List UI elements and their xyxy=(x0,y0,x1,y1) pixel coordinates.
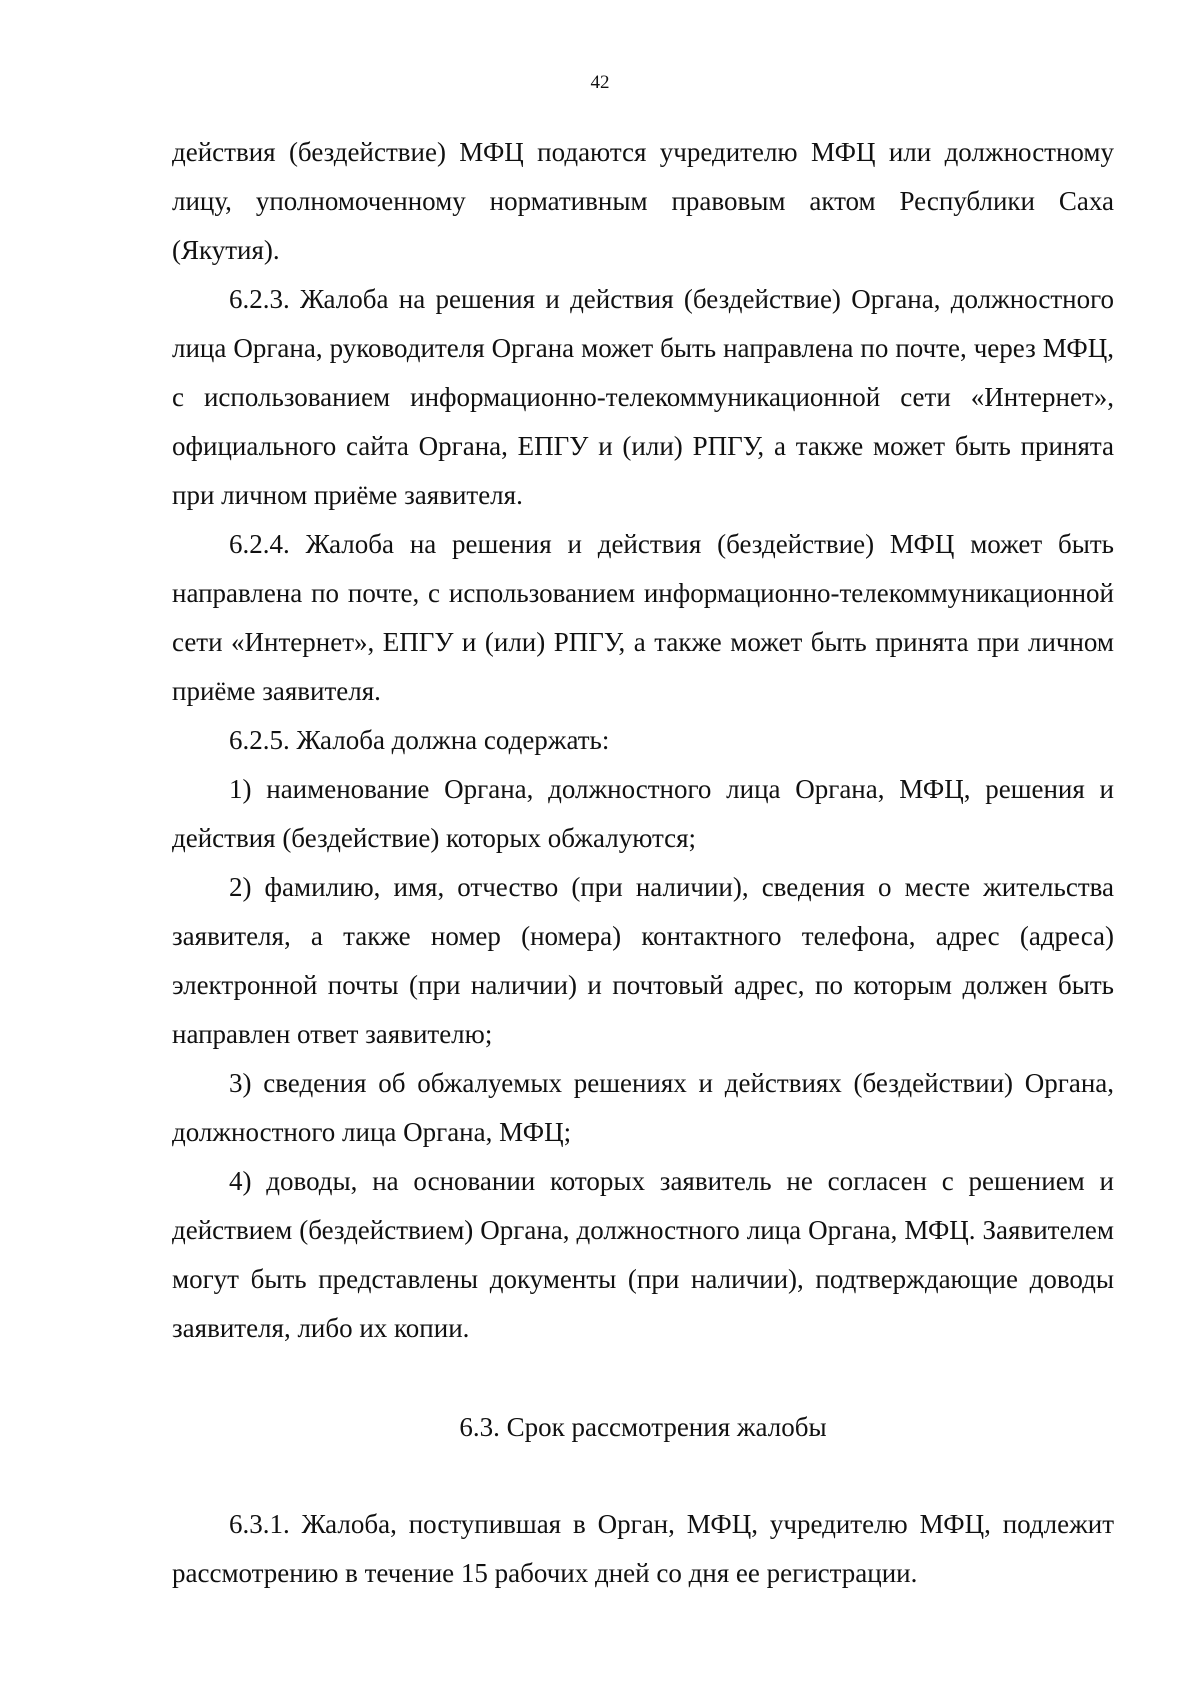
list-item-2: 2) фамилию, имя, отчество (при наличии), сведения о месте жительства заявителя, а также номер (номера) контактного телефона, адрес (адреса) электронной почты (при наличии) и почтовый адрес, по которым должен быть направлен ответ заявителю; xyxy=(172,872,1114,1049)
paragraph-6-2-5: 6.2.5. Жалоба должна содержать: xyxy=(229,725,610,755)
paragraph-6-3-1: 6.3.1. Жалоба, поступившая в Орган, МФЦ, учредителю МФЦ, подлежит рассмотрению в течение 15 рабочих дней со дня ее регистрации. xyxy=(172,1509,1114,1588)
paragraph-6-2-3: 6.2.3. Жалоба на решения и действия (бездействие) Органа, должностного лица Органа, руководителя Органа может быть направлена по почте, через МФЦ, с использованием информационно-телекоммуникационной сети «Интернет», официального сайта Органа, ЕПГУ и (или) РПГУ, а также может быть принята при личном приёме заявителя. xyxy=(172,284,1114,510)
document-body xyxy=(172,128,1114,1598)
list-item-4: 4) доводы, на основании которых заявитель не согласен с решением и действием (бездействием) Органа, должностного лица Органа, МФЦ. Заявителем могут быть представлены документы (при наличии), подтверждающие доводы заявителя, либо их копии. xyxy=(172,1166,1114,1343)
paragraph-6-2-4: 6.2.4. Жалоба на решения и действия (бездействие) МФЦ может быть направлена по почте, с использованием информационно-телекоммуникационной сети «Интернет», ЕПГУ и (или) РПГУ, а также может быть принята при личном приёме заявителя. xyxy=(172,529,1114,706)
list-item-1: 1) наименование Органа, должностного лица Органа, МФЦ, решения и действия (бездействие) которых обжалуются; xyxy=(172,774,1114,853)
page-number: 42 xyxy=(590,72,610,93)
paragraph-continuation: действия (бездействие) МФЦ подаются учредителю МФЦ или должностному лицу, уполномоченному нормативным правовым актом Республики Саха (Якутия). xyxy=(172,137,1114,265)
section-heading-6-3: 6.3. Срок рассмотрения жалобы xyxy=(459,1412,827,1442)
list-item-3: 3) сведения об обжалуемых решениях и действиях (бездействии) Органа, должностного лица Органа, МФЦ; xyxy=(172,1068,1114,1147)
